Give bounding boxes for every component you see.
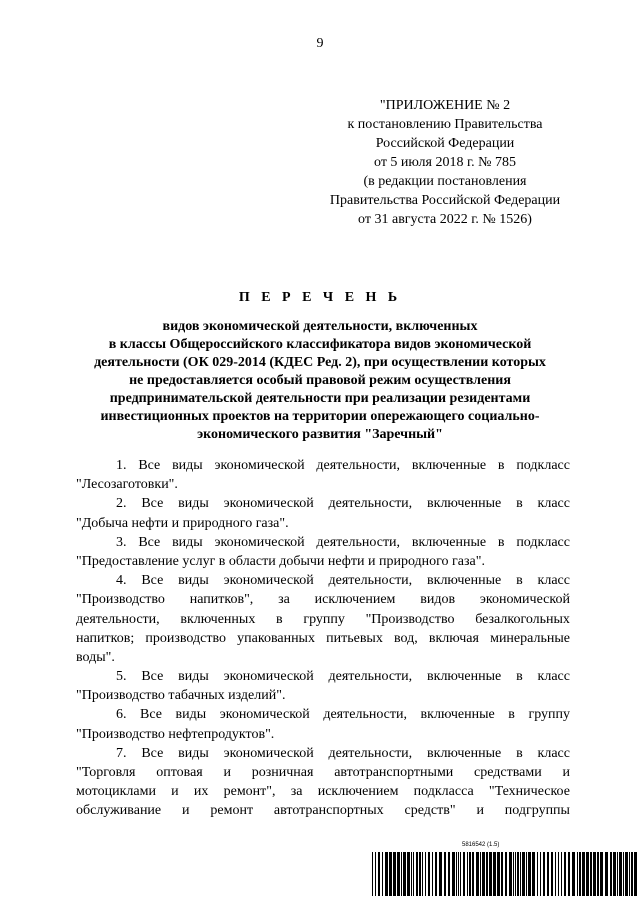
barcode-bar — [460, 852, 461, 896]
document-subtitle — [70, 318, 570, 444]
subtitle-line: инвестиционных проектов на территории опережающего социально- — [100, 409, 540, 424]
barcode-bar — [389, 852, 392, 896]
item-line — [76, 590, 570, 609]
item-word: подгруппы — [504, 803, 570, 819]
barcode-bar — [634, 852, 637, 896]
barcode-bar — [590, 852, 592, 896]
item-word: группу — [528, 707, 570, 723]
barcode-bar — [577, 852, 578, 896]
barcode-bar — [435, 852, 437, 896]
item-word: деятельности, — [328, 745, 413, 761]
item-line — [76, 705, 570, 724]
item-word: виды — [178, 669, 209, 685]
page-number: 9 — [316, 36, 324, 51]
item-word: включенные — [427, 745, 502, 761]
barcode-bar — [482, 852, 485, 896]
item-word: производство — [145, 630, 226, 646]
item-word: ремонт — [210, 803, 254, 819]
item-word: 5. — [116, 669, 127, 685]
appendix-line: к постановлению Правительства — [347, 117, 543, 132]
item-word: подкласса — [413, 784, 474, 800]
item-line — [76, 782, 570, 801]
item-word: экономической — [223, 573, 314, 589]
item-word: экономической — [223, 745, 314, 761]
item-line — [76, 456, 570, 475]
barcode — [372, 840, 640, 896]
item-line — [76, 763, 570, 782]
barcode-bar — [378, 852, 380, 896]
item-word: класс — [537, 573, 570, 589]
barcode-bar — [480, 852, 481, 896]
item-word: ремонт", — [223, 784, 276, 800]
item-word: Все — [141, 669, 164, 685]
barcode-bar — [497, 852, 500, 896]
barcode-bar — [551, 852, 553, 896]
barcode-bar — [509, 852, 512, 896]
item-word: 1. — [116, 458, 127, 473]
barcode-bar — [610, 852, 612, 896]
barcode-bar — [448, 852, 450, 896]
item-word: 2. — [116, 496, 127, 512]
item-word: питьевых — [326, 630, 383, 646]
item-word: деятельности, — [328, 669, 413, 685]
item-text: "Лесозаготовки". — [76, 477, 178, 493]
barcode-bar — [385, 852, 388, 896]
item-text: "Производство нефтепродуктов". — [76, 726, 275, 742]
barcode-bar — [543, 852, 545, 896]
barcode-bar — [393, 852, 396, 896]
barcode-bar — [489, 852, 492, 896]
barcode-bar — [407, 852, 410, 896]
barcode-bar — [520, 852, 521, 896]
barcode-bar — [582, 852, 585, 896]
item-word: напитков", — [189, 592, 254, 608]
item-word: включенные — [411, 458, 487, 473]
item-word: деятельности, — [316, 534, 401, 550]
subtitle-line: не предоставляется особый правовой режим осуществления — [129, 373, 511, 388]
barcode-bar — [572, 852, 575, 896]
item-word: безалкогольных — [475, 611, 570, 627]
barcode-bar — [372, 852, 373, 896]
item-word: в — [516, 496, 523, 512]
item-word: в — [497, 458, 505, 473]
barcode-bar — [623, 852, 624, 896]
item-word: включая — [428, 630, 479, 646]
item-word: Все — [141, 573, 164, 589]
item-word: оптовая — [156, 765, 203, 780]
item-text: "Предоставление услуг в области добычи нефти и природного газа". — [76, 553, 485, 569]
item-line — [76, 648, 570, 667]
item-word: 6. — [116, 707, 127, 723]
item-word: класс — [537, 745, 570, 761]
barcode-bar — [513, 852, 514, 896]
item-line — [76, 686, 570, 705]
item-word: за — [290, 784, 303, 800]
barcode-bar — [547, 852, 549, 896]
barcode-bar — [555, 852, 556, 896]
barcode-bar — [579, 852, 581, 896]
item-list — [76, 456, 570, 821]
barcode-bar — [597, 852, 599, 896]
item-word: и — [182, 803, 190, 819]
item-word: экономической — [223, 669, 314, 685]
item-word: и — [562, 765, 570, 780]
barcode-bar — [540, 852, 541, 896]
item-word: экономической — [219, 707, 310, 723]
item-word: вод, — [394, 630, 418, 646]
barcode-bar — [629, 852, 630, 896]
item-word: виды — [178, 573, 209, 589]
item-word: 4. — [116, 573, 127, 589]
item-word: деятельности, — [316, 458, 401, 473]
item-word: мотоциклами — [76, 784, 156, 800]
item-word: исключением — [314, 592, 396, 608]
item-word: экономической — [214, 534, 305, 550]
item-text: воды". — [76, 649, 115, 665]
item-word: средств" — [404, 803, 456, 819]
barcode-bar — [456, 852, 457, 896]
barcode-bar — [452, 852, 455, 896]
barcode-bar — [413, 852, 414, 896]
item-word: автотранспортными — [334, 765, 454, 780]
item-word: экономической — [479, 592, 570, 608]
barcode-bar — [613, 852, 616, 896]
barcode-bar — [416, 852, 418, 896]
appendix-line: Правительства Российской Федерации — [329, 193, 561, 208]
barcode-bar — [600, 852, 603, 896]
item-text: "Производство табачных изделий". — [76, 688, 286, 704]
item-word: розничная — [251, 765, 314, 780]
item-word: "Торговля — [76, 765, 136, 780]
barcode-bar — [432, 852, 433, 896]
item-word: и — [476, 803, 484, 819]
item-word: подкласс — [516, 458, 570, 473]
barcode-bar — [444, 852, 446, 896]
barcode-bar — [631, 852, 633, 896]
item-line — [76, 514, 570, 533]
barcode-bar — [605, 852, 608, 896]
item-line — [76, 571, 570, 590]
item-word: виды — [178, 745, 209, 761]
item-word: деятельности, — [76, 611, 160, 627]
item-line — [76, 494, 570, 513]
appendix-block — [300, 96, 590, 229]
barcode-bar — [561, 852, 562, 896]
barcode-bar — [411, 852, 412, 896]
barcode-bar — [537, 852, 538, 896]
item-word: "Производство — [76, 592, 165, 608]
appendix-line: от 5 июля 2018 г. № 785 — [374, 155, 516, 170]
barcode-bar — [526, 852, 527, 896]
item-word: виды — [178, 496, 209, 512]
item-word: 7. — [116, 745, 127, 761]
subtitle-line: видов экономической деятельности, включенных — [162, 319, 478, 334]
item-line — [76, 533, 570, 552]
item-word: включенные — [427, 496, 502, 512]
item-word: включенные — [427, 669, 502, 685]
item-word: минеральные — [490, 630, 570, 646]
barcode-bar — [617, 852, 618, 896]
barcode-bars — [372, 852, 640, 896]
item-line — [76, 667, 570, 686]
item-word: в — [497, 534, 505, 550]
item-word: экономической — [214, 458, 305, 473]
item-word: их — [193, 784, 209, 800]
barcode-caption: 5816542 (1.5) — [462, 842, 500, 848]
appendix-line: от 31 августа 2022 г. № 1526) — [358, 212, 532, 227]
item-word: исключением — [317, 784, 399, 800]
item-word: экономической — [223, 496, 314, 512]
barcode-bar — [486, 852, 488, 896]
item-word: группу — [303, 611, 345, 627]
item-word: в — [516, 573, 523, 589]
item-word: и — [171, 784, 179, 800]
item-word: Все — [141, 745, 164, 761]
item-word: виды — [172, 534, 203, 550]
item-word: Все — [138, 534, 161, 550]
barcode-bar — [422, 852, 423, 896]
barcode-bar — [397, 852, 400, 896]
barcode-bar — [517, 852, 519, 896]
item-word: деятельности, — [328, 573, 413, 589]
item-line — [76, 801, 570, 820]
barcode-bar — [505, 852, 507, 896]
item-word: деятельности, — [328, 496, 413, 512]
item-word: напитков; — [76, 630, 135, 646]
appendix-line: Российской Федерации — [375, 136, 515, 151]
barcode-bar — [593, 852, 596, 896]
barcode-bar — [625, 852, 628, 896]
item-word: виды — [175, 707, 207, 723]
item-word: 3. — [116, 534, 127, 550]
barcode-bar — [403, 852, 406, 896]
barcode-bar — [568, 852, 570, 896]
subtitle-line: экономического развития "Заречный" — [197, 427, 443, 442]
item-word: в — [516, 745, 523, 761]
item-word: подкласс — [516, 534, 570, 550]
barcode-bar — [375, 852, 376, 896]
barcode-bar — [463, 852, 465, 896]
barcode-bar — [472, 852, 474, 896]
item-word: автотранспортных — [273, 803, 384, 819]
item-word: средствами — [474, 765, 542, 780]
barcode-bar — [493, 852, 496, 896]
item-word: за — [278, 592, 290, 608]
item-line — [76, 744, 570, 763]
item-word: класс — [537, 496, 570, 512]
barcode-bar — [532, 852, 535, 896]
appendix-line: (в редакции постановления — [363, 174, 527, 189]
barcode-bar — [401, 852, 402, 896]
item-line — [76, 725, 570, 744]
item-word: виды — [172, 458, 203, 473]
barcode-bar — [619, 852, 622, 896]
item-line — [76, 629, 570, 648]
item-word: в — [276, 611, 283, 627]
item-word: "Техническое — [488, 784, 570, 800]
barcode-bar — [515, 852, 516, 896]
subtitle-line: деятельности (ОК 029-2014 (КДЕС Ред. 2), при осуществлении которых — [94, 355, 546, 370]
barcode-bar — [522, 852, 525, 896]
item-word: Все — [138, 458, 161, 473]
barcode-bar — [528, 852, 531, 896]
item-word: в — [516, 669, 523, 685]
item-line — [76, 475, 570, 494]
item-word: обслуживание — [76, 803, 162, 819]
item-word: включенные — [411, 534, 487, 550]
barcode-bar — [558, 852, 559, 896]
item-word: видов — [420, 592, 456, 608]
item-word: упакованных — [237, 630, 315, 646]
item-word: "Производство — [365, 611, 455, 627]
appendix-line: "ПРИЛОЖЕНИЕ № 2 — [379, 98, 511, 113]
barcode-bar — [476, 852, 479, 896]
barcode-bar — [586, 852, 589, 896]
barcode-bar — [428, 852, 430, 896]
item-word: класс — [537, 669, 570, 685]
item-word: включенные — [420, 707, 495, 723]
subtitle-line: предпринимательской деятельности при реализации резидентами — [109, 391, 531, 406]
item-word: и — [223, 765, 231, 780]
barcode-bar — [564, 852, 566, 896]
item-word: Все — [141, 496, 164, 512]
subtitle-line: в классы Общероссийского классификатора видов экономической — [108, 337, 532, 352]
barcode-bar — [467, 852, 468, 896]
barcode-bar — [439, 852, 442, 896]
barcode-bar — [458, 852, 459, 896]
barcode-bar — [501, 852, 503, 896]
item-word: включенных — [180, 611, 256, 627]
item-line — [76, 610, 570, 629]
barcode-bar — [469, 852, 471, 896]
document-title: П Е Р Е Ч Е Н Ь — [238, 290, 402, 305]
barcode-bar — [425, 852, 426, 896]
item-word: в — [508, 707, 515, 723]
item-word: Все — [140, 707, 162, 723]
item-line — [76, 552, 570, 571]
item-word: включенные — [427, 573, 502, 589]
item-word: деятельности, — [323, 707, 407, 723]
barcode-bar — [382, 852, 383, 896]
barcode-bar — [419, 852, 421, 896]
item-text: "Добыча нефти и природного газа". — [76, 515, 289, 531]
